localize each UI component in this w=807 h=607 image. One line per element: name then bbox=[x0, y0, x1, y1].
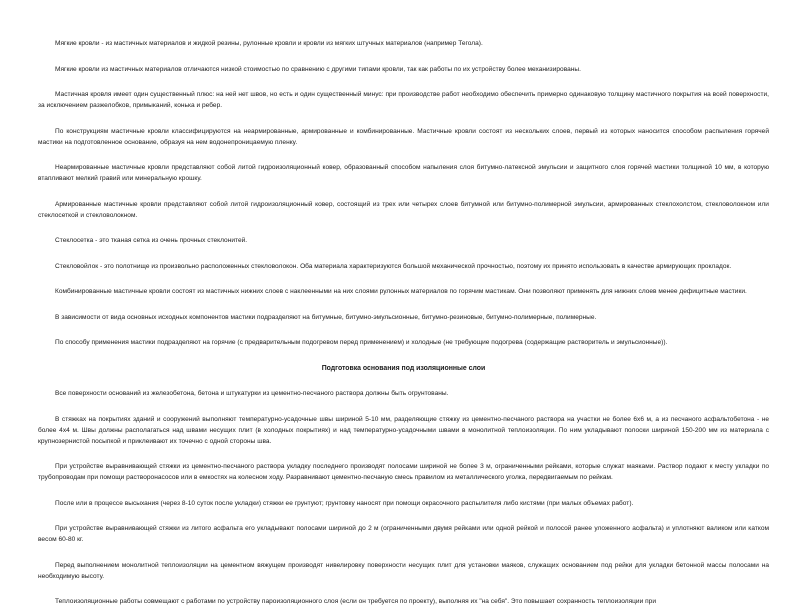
paragraph-shrinkage-joints: В стяжках на покрытиях зданий и сооружений выполняют температурно-усадочные швы шириной 5-10 мм, разделяющие стяжку из цементно-песчаного раствора на участки не более 6х6 м, а из песчаного асфальтобетона - не более 4х4 м. Швы должны располагаться над швами несущих плит (в холодных покрытиях) и над температурно-усадочными швами в монолитной теплоизоляции. По ним укладывают полоски шириной 150-200 мм из материала с крупнозернистой посыпкой и приклеивают их точечно с одной стороны шва. bbox=[38, 415, 769, 445]
paragraph-mastic-cost: Мягкие кровли из мастичных материалов отличаются низкой стоимостью по сравнению с другими типами кровли, так как работы по их устройству более механизированы. bbox=[55, 65, 581, 73]
paragraph-mastic-pros-cons: Мастичная кровля имеет один существенный плюс: на ней нет швов, но есть и один существенный минус: при производстве работ необходимо обеспечить примерно одинаковую толщину мастичного покрытия на всей поверхности, за исключением разжелобков, примыканий, конька и ребер. bbox=[38, 91, 769, 109]
paragraph-drying: После или в процессе высыхания (через 8-10 суток после укладки) стяжки ее грунтуют; грунтовку наносят при помощи окрасочного распылителя либо кистями (при малых объемах работ). bbox=[55, 499, 634, 507]
paragraph-mastic-types: В зависимости от вида основных исходных компонентов мастики подразделяют на битумные, битумно-эмульсионные, битумно-резиновые, битумно-полимерные, полимерные. bbox=[55, 313, 597, 321]
section-heading: Подготовка основания под изоляционные слои bbox=[321, 364, 486, 372]
paragraph-glass-mesh: Стеклосетка - это тканая сетка из очень прочных стеклонитей. bbox=[55, 237, 248, 244]
paragraph-combined: Комбинированные мастичные кровли состоят из мастичных нижних слоев с наклеенными на них слоями рулонных материалов по горячим мастикам. Они позволяют применять для нижних слоев менее дефицитные мастики. bbox=[55, 288, 747, 295]
paragraph-priming: Все поверхности оснований из железобетона, бетона и штукатурки из цементно-песчаного раствора должны быть огрунтованы. bbox=[55, 390, 449, 397]
paragraph-asphalt-screed: При устройстве выравнивающей стяжки из литого асфальта его укладывают полосами шириной до 2 м (ограниченными двумя рейками или одной рейкой и полосой ранее уложенного асфальта) и уплотняют валиком или катком весом 60-80 кг. bbox=[38, 525, 769, 543]
paragraph-soft-roofs: Мягкие кровли - из мастичных материалов и жидкой резины, рулонные кровли и кровли из мягких штучных материалов (например Тегола). bbox=[55, 40, 483, 47]
paragraph-reinforced: Армированные мастичные кровли представляют собой литой гидроизоляционный ковер, состоящий из трех или четырех слоев битумной или битумно-полимерной эмульсии, армированных стеклохолстом, стекловолокном или стеклосеткой и стекловолокном. bbox=[38, 200, 769, 219]
paragraph-insulation-works: Теплоизоляционные работы совмещают с работами по устройству пароизоляционного слоя (если он требуется по проекту), выполняя их "на себя". Это повышает сохранность теплоизоляции при bbox=[55, 598, 657, 605]
paragraph-classification: По конструкциям мастичные кровли классифицируются на неармированные, армированные и комбинированные. Мастичные кровли состоят из нескольких слоев, первый из которых наносится способом распыления горячей мастики на подготовленное основание, образуя на нем водонепроницаемую пленку. bbox=[38, 127, 769, 146]
paragraph-non-reinforced: Неармированные мастичные кровли представляют собой литой гидроизоляционный ковер, образованный способом напыления слоя битумно-латексной эмульсии и защитного слоя горячей мастики толщиной 10 мм, в которую втапливают мелкий гравий или минеральную крошку. bbox=[38, 164, 769, 182]
paragraph-glass-felt: Стекловойлок - это полотнище из произвольно расположенных стекловолокон. Оба материала характеризуются большой механической прочностью, поэтому их принято использовать в качестве армирующих прокладок. bbox=[55, 262, 732, 270]
paragraph-leveling: Перед выполнением монолитной теплоизоляции на цементном вяжущем производят нивелировку поверхности несущих плит для установки маяков, служащих основанием под рейки для укладки бетонной массы полосами на необходимую высоту. bbox=[38, 561, 769, 580]
paragraph-cement-screed: При устройстве выравнивающей стяжки из цементно-песчаного раствора укладку последнего производят полосами шириной не более 3 м, ограниченными рейками, которые служат маяками. Раствор подают к месту укладки по трубопроводам при помощи растворонасосов или в емкостях на колесном ходу. Разравнивают цементно-песчаную смесь правилом из металлического уголка, передвигаемым по рейкам. bbox=[38, 463, 769, 481]
paragraph-application-method: По способу применения мастики подразделяют на горячие (с предварительным подогревом перед применением) и холодные (не требующие подогрева (содержащие растворитель и эмульсионные)). bbox=[55, 339, 668, 346]
